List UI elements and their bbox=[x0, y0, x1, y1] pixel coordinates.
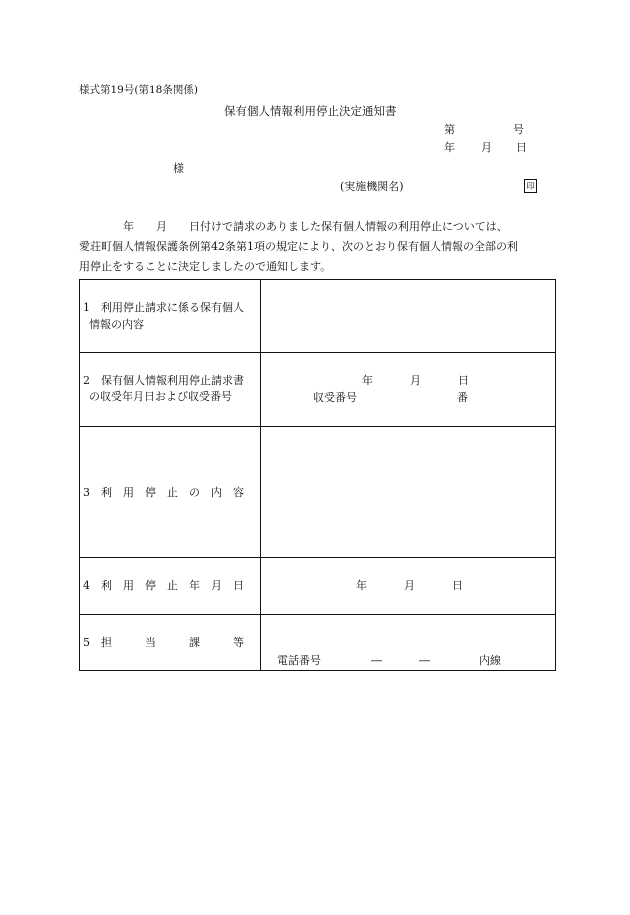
document-number-prefix: 第 bbox=[444, 123, 455, 136]
phone-dash-1: ― bbox=[371, 654, 382, 667]
document-number-suffix: 号 bbox=[513, 123, 524, 136]
decision-table bbox=[79, 279, 556, 671]
row-divider-2 bbox=[80, 426, 555, 427]
issue-date-year: 年 bbox=[444, 141, 455, 154]
form-number: 様式第19号(第18条関係) bbox=[79, 84, 198, 96]
extension-label: 内線 bbox=[479, 654, 501, 667]
row1-label-line2: 情報の内容 bbox=[89, 318, 144, 331]
row3-label: 3 利 用 停 止 の 内 容 bbox=[83, 486, 244, 499]
row4-label: 4 利 用 停 止 年 月 日 bbox=[83, 579, 244, 592]
notice-line-3: 用停止をすることに決定しましたので通知します。 bbox=[79, 260, 332, 273]
receipt-number-unit: 番 bbox=[457, 391, 468, 404]
addressee-suffix: 様 bbox=[173, 162, 184, 175]
row-divider-4 bbox=[80, 614, 555, 615]
row4-day: 日 bbox=[452, 579, 463, 592]
notice-line-2: 愛荘町個人情報保護条例第42条第1項の規定により、次のとおり保有個人情報の全部の利 bbox=[79, 240, 518, 253]
row4-month: 月 bbox=[404, 579, 415, 592]
row2-year: 年 bbox=[362, 374, 373, 387]
notice-body bbox=[79, 217, 559, 277]
column-divider bbox=[260, 280, 261, 670]
row-divider-3 bbox=[80, 557, 555, 558]
row1-label-line1: 1 利用停止請求に係る保有個人 bbox=[83, 301, 244, 314]
row2-month: 月 bbox=[410, 374, 421, 387]
receipt-number-label: 収受番号 bbox=[313, 391, 357, 404]
agency-name: (実施機関名) bbox=[340, 180, 404, 193]
seal-mark bbox=[524, 179, 537, 193]
phone-dash-2: ― bbox=[419, 654, 430, 667]
document-title: 保有個人情報利用停止決定通知書 bbox=[224, 104, 397, 118]
row2-day: 日 bbox=[458, 374, 469, 387]
issue-date-month: 月 bbox=[481, 141, 492, 154]
row4-year: 年 bbox=[356, 579, 367, 592]
notice-line-1: 年 月 日付けで請求のありました保有個人情報の利用停止については、 bbox=[79, 220, 508, 233]
row2-label-line2: の収受年月日および収受番号 bbox=[89, 390, 232, 403]
issue-date-day: 日 bbox=[516, 141, 527, 154]
row5-label: 5 担 当 課 等 bbox=[83, 636, 244, 649]
seal-label: 印 bbox=[526, 182, 535, 192]
row-divider-1 bbox=[80, 352, 555, 353]
row2-label-line1: 2 保有個人情報利用停止請求書 bbox=[83, 374, 244, 387]
phone-number-label: 電話番号 bbox=[277, 654, 321, 667]
